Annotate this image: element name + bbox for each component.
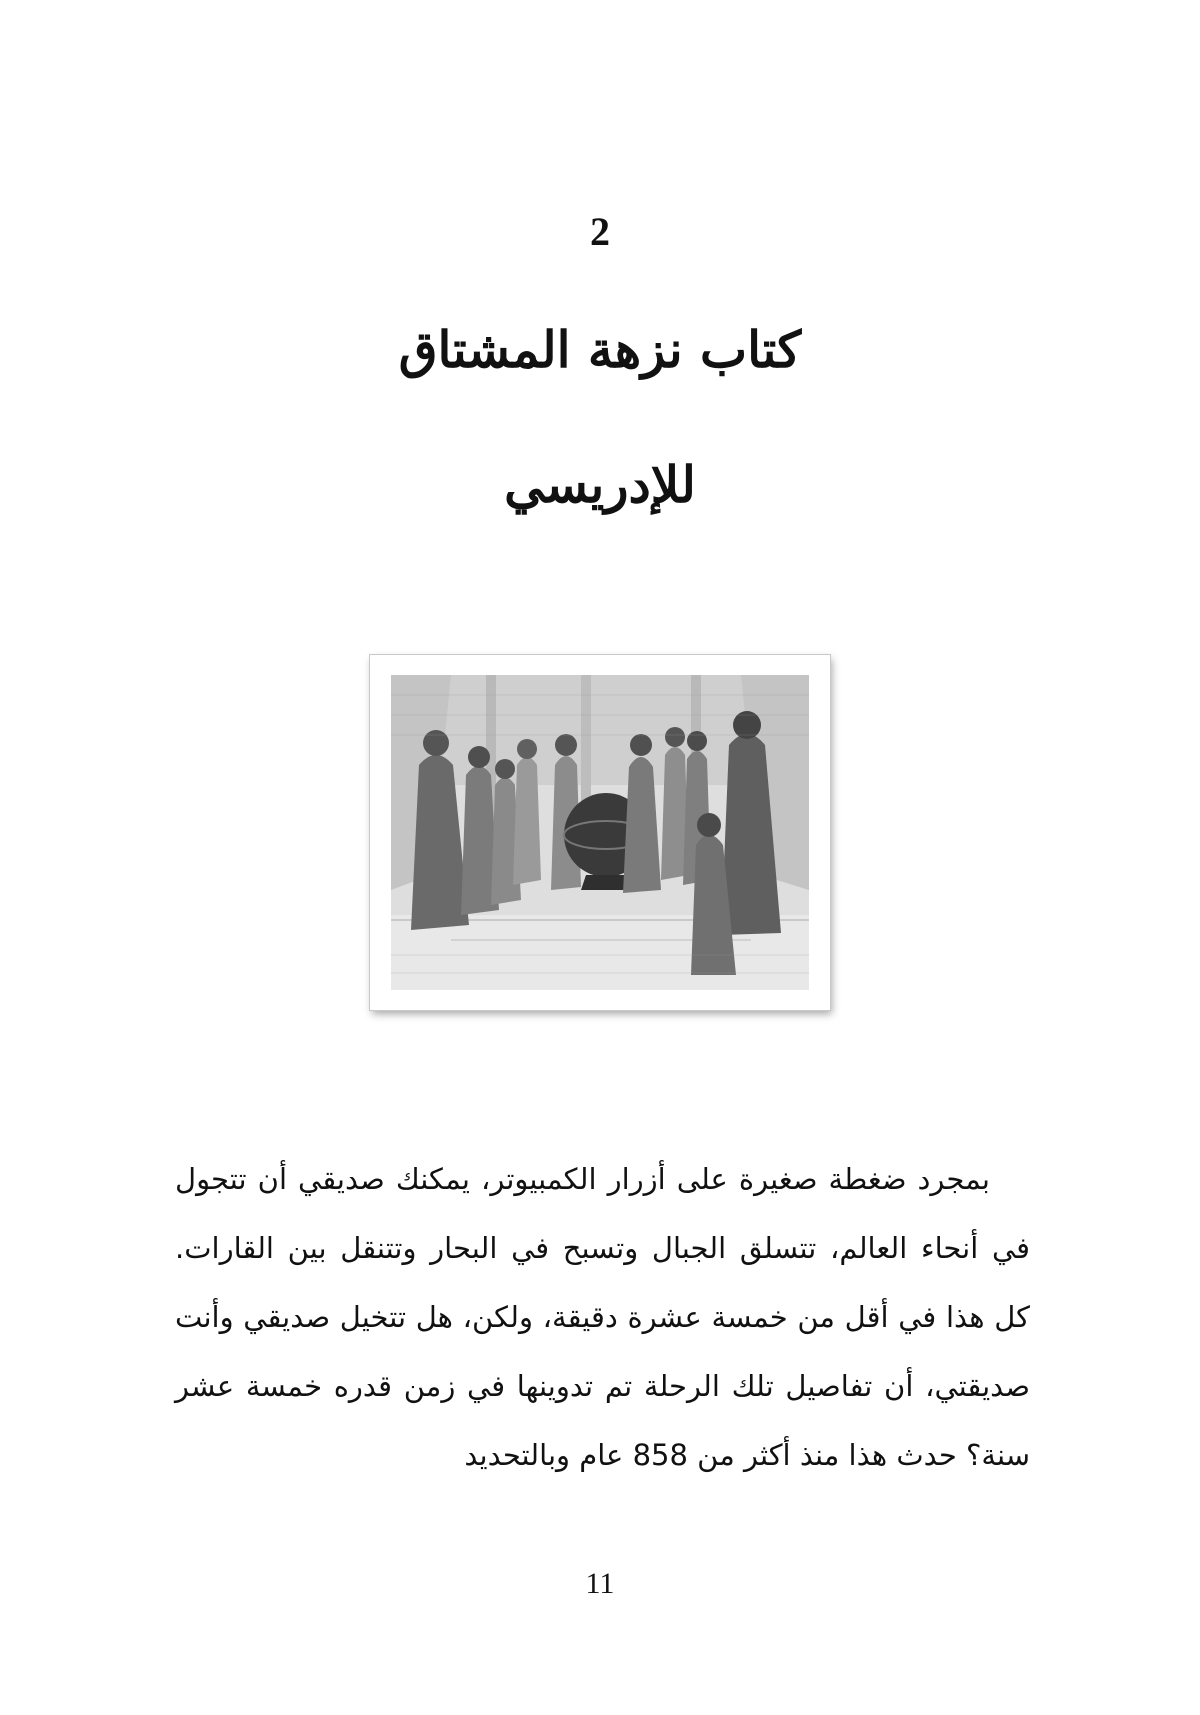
- illustration-frame: [370, 655, 830, 1010]
- body-paragraph: بمجرد ضغطة صغيرة على أزرار الكمبيوتر، يمكنك صديقي أن تتجول في أنحاء العالم، تتسلق الجبال وتسبح في البحار وتتنقل بين القارات. كل هذا في أقل من خمسة عشرة دقيقة، ولكن، هل تتخيل صديقي وأنت صديقتي، أن تفاصيل تلك الرحلة تم تدوينها في زمن قدره خمسة عشر سنة؟ حدث هذا منذ أكثر من 858 عام وبالتحديد: [175, 1162, 1030, 1472]
- chapter-number: 2: [590, 209, 610, 254]
- engraving-illustration: [391, 675, 809, 990]
- chapter-title: كتاب نزهة المشتاق: [398, 320, 802, 379]
- page-number: 11: [585, 1567, 615, 1600]
- chapter-subtitle: للإدريسي: [504, 455, 696, 514]
